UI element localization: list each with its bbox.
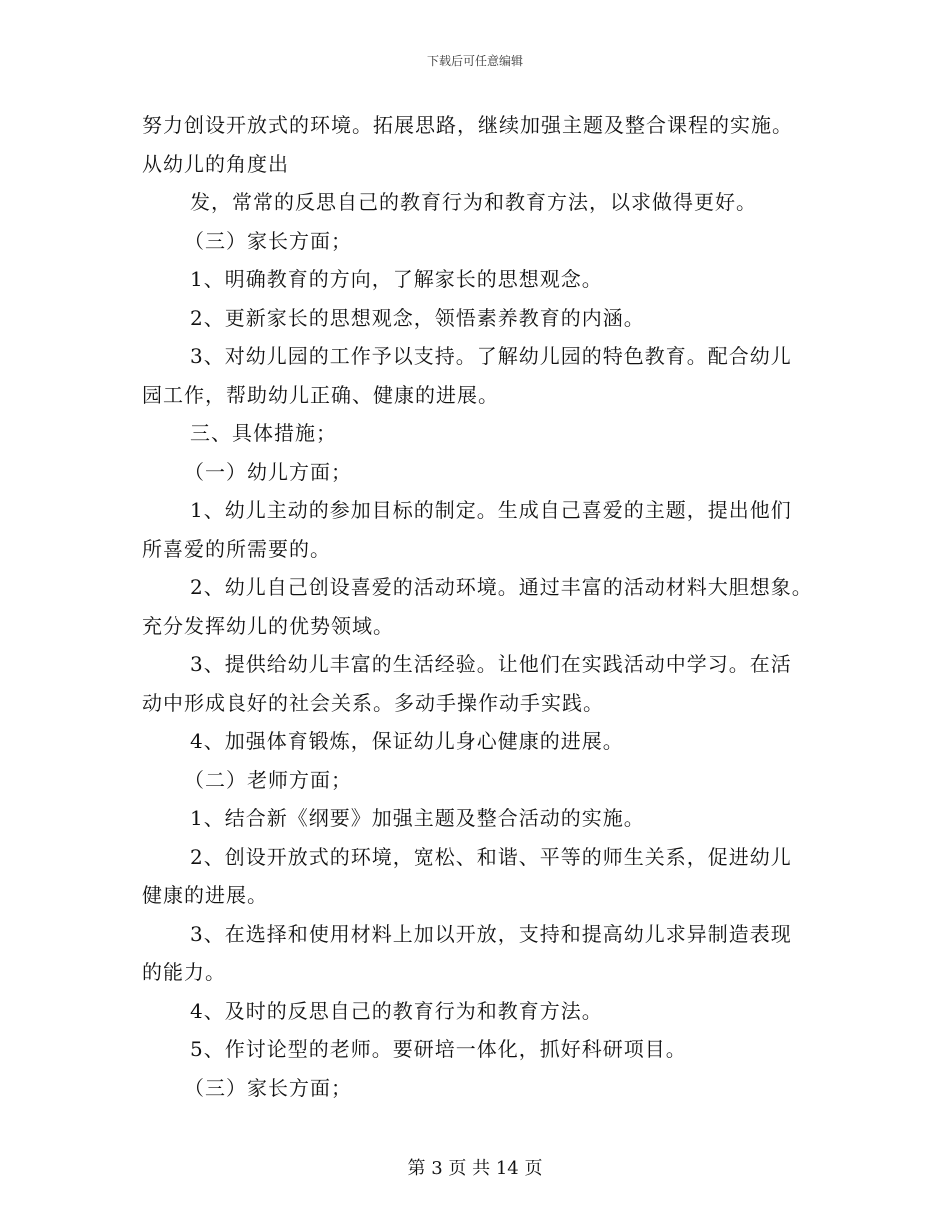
paragraph-line: 努力创设开放式的环境。拓展思路，继续加强主题及整合课程的实施。 bbox=[142, 113, 793, 137]
list-item: 2、创设开放式的环境，宽松、和谐、平等的师生关系，促进幼儿 bbox=[190, 844, 792, 869]
section-heading: （三）家长方面； bbox=[184, 228, 352, 253]
section-heading: （一）幼儿方面； bbox=[184, 459, 352, 484]
list-item: 2、幼儿自己创设喜爱的活动环境。通过丰富的活动材料大胆想象。 bbox=[190, 575, 813, 599]
list-item: 2、更新家长的思想观念，领悟素养教育的内涵。 bbox=[190, 305, 645, 330]
section-heading: （二）老师方面； bbox=[184, 767, 352, 792]
list-item: 4、加强体育锻炼，保证幼儿身心健康的进展。 bbox=[190, 729, 624, 753]
paragraph-line: 发，常常的反思自己的教育行为和教育方法，以求做得更好。 bbox=[190, 190, 757, 214]
paragraph-line: 从幼儿的角度出 bbox=[142, 151, 289, 176]
list-item: 1、结合新《纲要》加强主题及整合活动的实施。 bbox=[190, 806, 645, 830]
paragraph-line: 动中形成良好的社会关系。多动手操作动手实践。 bbox=[142, 690, 604, 715]
section-heading: 三、具体措施； bbox=[190, 421, 337, 445]
paragraph-line: 健康的进展。 bbox=[142, 883, 268, 907]
list-item: 3、对幼儿园的工作予以支持。了解幼儿园的特色教育。配合幼儿 bbox=[190, 344, 792, 368]
page-header: 下载后可任意编辑 bbox=[426, 54, 523, 68]
document-body bbox=[142, 106, 822, 1107]
list-item: 1、明确教育的方向，了解家长的思想观念。 bbox=[190, 267, 603, 291]
section-heading: （三）家长方面； bbox=[184, 1075, 352, 1100]
paragraph-line: 所喜爱的所需要的。 bbox=[142, 536, 331, 561]
list-item: 1、幼儿主动的参加目标的制定。生成自己喜爱的主题，提出他们 bbox=[190, 498, 792, 522]
page-number: 第 3 页 共 14 页 bbox=[407, 1158, 543, 1179]
paragraph-line: 充分发挥幼儿的优势领域。 bbox=[142, 613, 394, 638]
paragraph-line: 的能力。 bbox=[142, 960, 226, 984]
paragraph-line: 园工作，帮助幼儿正确、健康的进展。 bbox=[142, 382, 499, 407]
list-item: 3、提供给幼儿丰富的生活经验。让他们在实践活动中学习。在活 bbox=[190, 652, 792, 676]
list-item: 4、及时的反思自己的教育行为和教育方法。 bbox=[190, 998, 603, 1023]
list-item: 3、在选择和使用材料上加以开放，支持和提高幼儿求异制造表现 bbox=[190, 921, 792, 946]
list-item: 5、作讨论型的老师。要研培一体化，抓好科研项目。 bbox=[190, 1037, 687, 1061]
